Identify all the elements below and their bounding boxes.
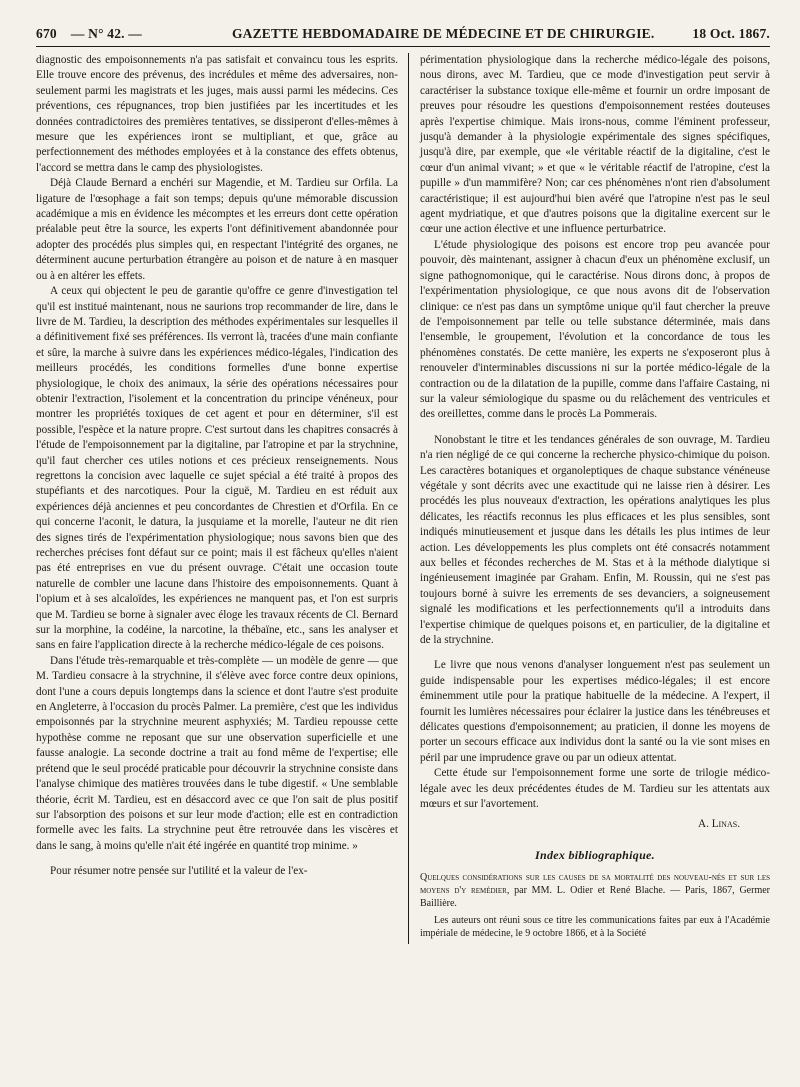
paragraph: périmentation physiologique dans la recherche médico-légale des poisons, nous dirons, avec M. Tardieu, que ce mode d'investigation peut servir à caractériser la substance toxique elle-même et fournir un ordre imposant de preuves pour résoudre les questions d'empoisonnement restées douteuses après l'expertise chimique. Mais irons-nous, comme l'éminent professeur, jusqu'à demander à la physiologie expérimentale des signes spécifiques, jusqu'à dire, par exemple, que «le véritable réactif de la digitaline, c'est le cœur d'un animal vivant; » et que « le véritable réactif de l'atropine, c'est la pupille » d'un mammifère? Non; car ces phénomènes n'ont rien d'absolument caractéristique; il est aujourd'hui bien avéré que l'atropine n'est pas le seul agent mydriatique, et que d'autres poisons que la digitaline exercent sur le cœur une action élective et une influence perturbatrice. bbox=[420, 54, 770, 236]
publication-title: GAZETTE HEBDOMADAIRE DE MÉDECINE ET DE CHIRURGIE. bbox=[231, 26, 655, 41]
paragraph: Pour résumer notre pensée sur l'utilité et la valeur de l'ex- bbox=[50, 865, 308, 878]
paragraph: A ceux qui objectent le peu de garantie qu'offre ce genre d'investigation tel qu'il est institué maintenant, nous ne saurions trop recommander de lire, dans le livre de M. Tardieu, la description des méthodes expérimentales sur lesquelles il a définitivement fixé ses préférences. Ils verront là, tracées d'une main confiante et sûre, la marche à suivre dans les expériences médico-légales, l'indication des meilleurs procédés, les conditions formelles d'une bonne expertise physiologique, le choix des animaux, la série des opérations nécessaires pour obtenir l'extraction, l'isolement et la concentration du principe vénéneux, pour montrer les propriétés toxiques de cet agent et pour en déterminer, s'il est possible, l'espèce et la nature propre. C'est surtout dans les chapitres consacrés à l'étude de l'empoisonnement par la digitaline, par l'atropine et par la strychnine, qu'il faut chercher ces utiles notions et ces précieux renseignements. Nous regrettons la concision avec laquelle ce sujet spécial a été traité à propos des stupéfiants et des narcotiques. Pour la ciguë, M. Tardieu en est réduit aux expériences déjà anciennes et peu concordantes de Chrestien et d'Orfila. En ce qui concerne l'aconit, le datura, la jusquiame et la morelle, l'auteur ne dit rien des signes tirés de l'expérimentation physiologique; nous savons bien que des recherches précises font défaut sur ce point; mais il est fâcheux qu'elles n'aient pas été entreprises en vue du présent ouvrage. C'était une occasion toute naturelle de combler une lacune dans l'histoire des empoisonnements. Quant à l'opium et à ses alcaloïdes, les expériences ne manquent pas, et l'on est surpris que M. Tardieu se borne à signaler avec éloge les travaux récents de Cl. Bernard sur la morphine, la codéine, la narcotine, la thébaïne, etc., sans les analyser et sans en faire l'application directe à la recherche médico-légale de ces poisons. bbox=[36, 285, 398, 652]
entry-authors: par MM. L. Odier et René Blache. — Paris, 1867, Germer Baillière. bbox=[420, 885, 771, 910]
paragraph: Cette étude sur l'empoisonnement forme une sorte de trilogie médico-légale avec les deux précédentes études de M. Tardieu sur les attentats aux mœurs et sur l'avortement. bbox=[420, 767, 770, 811]
issue-number: — N° 42. — bbox=[70, 26, 143, 41]
entry-title: Quelques considérations sur les causes de sa mortalité des nouveau-nés et sur les moyens d'y remédier, bbox=[420, 872, 770, 897]
index-heading: Index bibliographique. bbox=[535, 847, 655, 862]
paragraph: diagnostic des empoisonnements n'a pas satisfait et convaincu tous les esprits. Elle trouve encore des prévenus, des incrédules et même des adversaires, non-seulement parmi les magistrats et les juges, mais aussi parmi les médecins. Ces préventions, ces répugnances, trop bien justifiées par les incertitudes et les données contradictoires des premières tentatives, se dissiperont d'elles-mêmes à mesure que les expériences iront se multipliant, et que, grâce au perfectionnement des méthodes employées et à la constance des effets obtenus, l'accord se mettra dans le camp des physiologistes. bbox=[36, 54, 398, 174]
header-rule bbox=[36, 46, 770, 47]
article-columns bbox=[36, 53, 770, 940]
left-column bbox=[36, 53, 398, 940]
page-number: 670 bbox=[36, 26, 57, 41]
right-column bbox=[408, 53, 770, 940]
paragraph: L'étude physiologique des poisons est encore trop peu avancée pour pouvoir, dès maintenant, assigner à chacun d'eux un phénomène exclusif, un signe pathognomonique, qui le caractérise. Nous dirons donc, à propos de l'expérimentation physiologique, ce que nous avons dit de l'observation clinique: ce n'est pas dans un symptôme unique qu'il faut chercher la preuve de l'empoisonnement par telle ou telle substance déterminée, mais dans l'ensemble, le groupement, l'évolution et la concordance de tous les phénomènes constatés. De cette manière, les experts ne s'exposeront plus à renouveler d'interminables discussions ni sur la portée médico-légale de la contraction ou de la dilatation de la pupille, comme dans l'affaire Castaing, ni sur la valeur sémiologique du spasme ou du relâchement des ventricules et des oreillettes, comme dans le procès La Pommerais. bbox=[420, 238, 770, 421]
paragraph: Le livre que nous venons d'analyser longuement n'est pas seulement un guide indispensable pour les expertises médico-légales; il est encore éminemment utile pour la pratique habituelle de la médecine. A l'expert, il fournit les lumières nécessaires pour éclairer la justice dans les ténébreuses et délicates questions d'empoisonnement; au praticien, il donne les moyens de porter un secours efficace aux individus dont la santé ou la vie sont mises en péril par une imprudence grave ou par un odieux attentat. bbox=[420, 659, 770, 764]
paragraph: Déjà Claude Bernard a enchéri sur Magendie, et M. Tardieu sur Orfila. La ligature de l'œsophage a fait son temps; depuis qu'une mémorable discussion académique a mis en évidence les mécomptes et les erreurs dont cette opération préalable peut être la source, les experts l'ont définitivement abandonnée pour adopter des procédés plus simples qui, en respectant l'intégrité des organes, ne déterminent aucune perturbation étrangère au poison et de nature à en masquer ou à en altérer les effets. bbox=[36, 177, 398, 282]
page-header bbox=[36, 26, 770, 42]
entry-body: Les auteurs ont réuni sous ce titre les communications faites par eux à l'Académie impériale de médecine, le 9 octobre 1866, et à la Société bbox=[420, 915, 770, 940]
bibliography-entry bbox=[420, 871, 770, 910]
paragraph: Nonobstant le titre et les tendances générales de son ouvrage, M. Tardieu n'a rien négligé de ce qui concerne la recherche physico-chimique du poison. Les caractères botaniques et organoleptiques de chaque substance vénéneuse végétale y sont décrits avec une exactitude qui ne laisse rien à désirer. Les procédés les plus nouveaux d'extraction, les opérations analytiques les plus délicates, les réactifs reconnus les plus efficaces et les plus sensibles, sont indiqués minutieusement et jusque dans les détails les plus intimes de leur action. Les développements les plus complets ont été consacrés notamment aux belles et fécondes recherches de M. Stas et à la méthode dialytique si ingénieusement imaginée par Graham. Enfin, M. Roussin, qui ne s'est pas toujours borné à suivre les errements de ses devanciers, a soigneusement signalé les modifications et les perfectionnements qu'il a introduits dans l'expertise chimique de quelques poisons et, en particulier, de la digitaline et de la strychnine. bbox=[420, 433, 770, 647]
issue-date: 18 Oct. 1867. bbox=[692, 26, 770, 41]
column-divider bbox=[408, 53, 409, 944]
paragraph: Dans l'étude très-remarquable et très-complète — un modèle de genre — que M. Tardieu consacre à la strychnine, il s'élève avec force contre deux opinions, dont l'une a cours depuis longtemps dans la science et dont l'autre s'est produite en Angleterre, à l'occasion du procès Palmer. La première, c'est que les individus empoisonnés par la strychnine meurent asphyxiés; M. Tardieu repousse cette hypothèse comme ne reposant que sur une observation superficielle et une fausse analogie. La seconde doctrine a trait au fond même de l'expertise; elle prétend que le seul procédé praticable pour découvrir la strychnine consiste dans l'analyse chimique des matières trouvées dans le tube digestif. « Une semblable théorie, écrit M. Tardieu, est en désaccord avec ce que l'on sait de plus positif sur l'absorption des poisons et sur leur mode d'action; elle est en contradiction formelle avec les faits. La strychnine peut être retrouvée dans les viscères et dans le sang, à moins qu'elle n'ait été ingérée en quantité trop minime. » bbox=[36, 654, 398, 852]
author-signature: A. Linas. bbox=[698, 817, 740, 830]
